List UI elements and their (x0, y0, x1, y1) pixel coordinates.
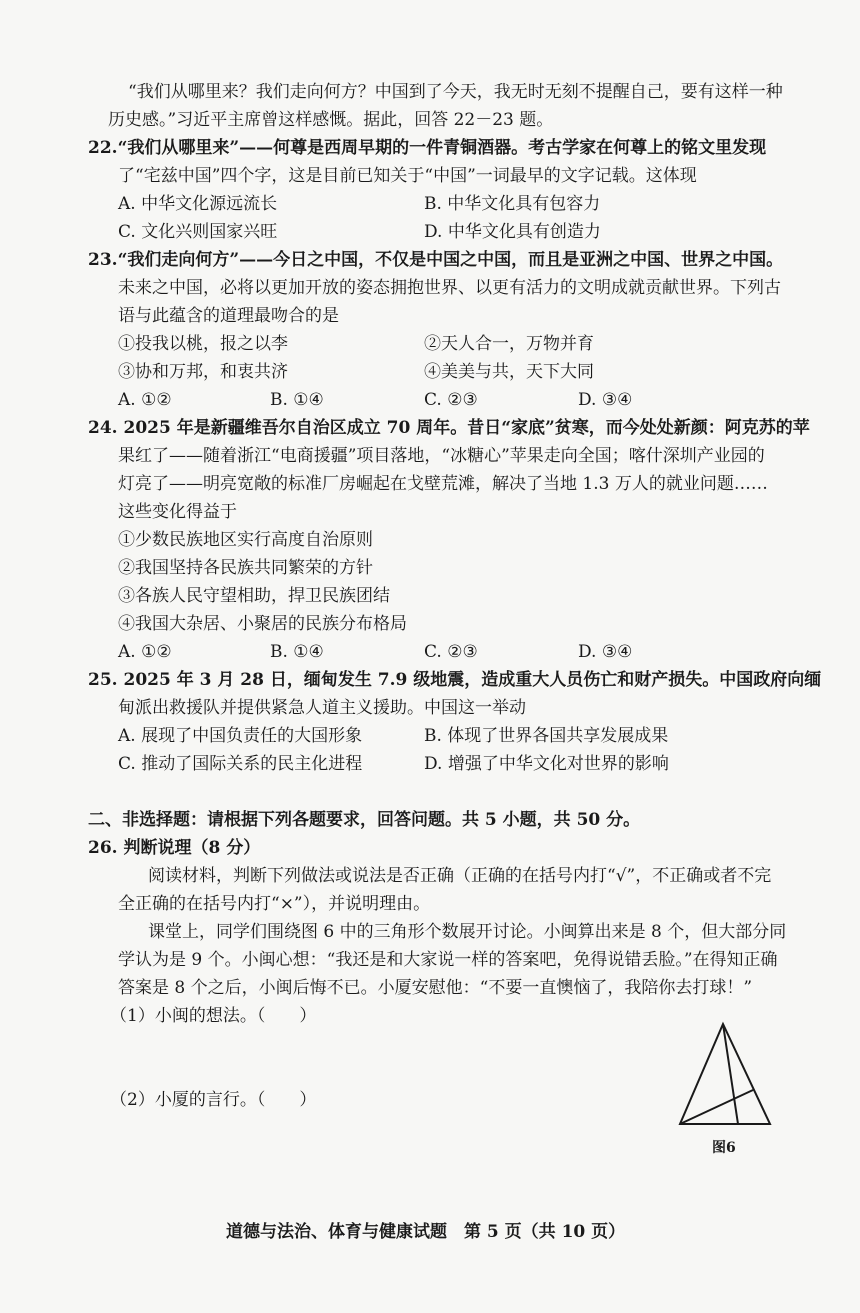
q23-line-3: 语与此蕴含的道理最吻合的是 (118, 306, 339, 326)
q24-option-a: A. ①② (118, 642, 172, 662)
q24-item-3: ③各族人民守望相助，捍卫民族团结 (118, 586, 390, 606)
q23-option-a: A. ①② (118, 390, 172, 410)
q23-option-d: D. ③④ (578, 390, 633, 410)
q26-sub-question-1: （1）小闽的想法。（ ） (110, 1006, 317, 1026)
q24-line-2: 果红了——随着浙江“电商援疆”项目落地，“冰糖心”苹果走向全国；喀什深圳产业园的 (118, 446, 765, 466)
q23-option-b: B. ①④ (270, 390, 324, 410)
q22-line-1: 22.“我们从哪里来”——何尊是西周早期的一件青铜酒器。考古学家在何尊上的铭文里发现 (88, 138, 767, 158)
q23-item-2: ②天人合一，万物并育 (424, 334, 594, 354)
q24-item-2: ②我国坚持各民族共同繁荣的方针 (118, 558, 373, 578)
q26-sub-question-2: （2）小厦的言行。（ ） (110, 1090, 317, 1110)
q25-option-c: C. 推动了国际关系的民主化进程 (118, 754, 363, 774)
q23-item-3: ③协和万邦，和衷共济 (118, 362, 288, 382)
q25-option-d: D. 增强了中华文化对世界的影响 (424, 754, 669, 774)
q22-option-a: A. 中华文化源远流长 (118, 194, 278, 214)
page-footer: 道德与法治、体育与健康试题 第 5 页（共 10 页） (226, 1222, 626, 1242)
q24-item-4: ④我国大杂居、小聚居的民族分布格局 (118, 614, 407, 634)
figure-6-label: 图6 (712, 1140, 736, 1156)
q25-option-b: B. 体现了世界各国共享发展成果 (424, 726, 669, 746)
q22-option-d: D. 中华文化具有创造力 (424, 222, 601, 242)
section-2-heading: 二、非选择题：请根据下列各题要求，回答问题。共 5 小题，共 50 分。 (88, 810, 641, 830)
q26-instruction-line-2: 全正确的在括号内打“×”），并说明理由。 (118, 894, 431, 914)
triangle-figure-icon (676, 1020, 774, 1130)
q24-option-d: D. ③④ (578, 642, 633, 662)
q24-item-1: ①少数民族地区实行高度自治原则 (118, 530, 373, 550)
q22-line-2: 了“宅兹中国”四个字，这是目前已知关于“中国”一词最早的文字记载。这体现 (118, 166, 697, 186)
intro-line-1: “我们从哪里来？我们走向何方？中国到了今天，我无时无刻不提醒自己，要有这样一种 (128, 82, 783, 102)
intro-line-2: 历史感。”习近平主席曾这样感慨。据此，回答 22－23 题。 (108, 110, 554, 130)
q26-title: 26. 判断说理（8 分） (88, 838, 261, 858)
q23-line-1: 23.“我们走向何方”——今日之中国，不仅是中国之中国，而且是亚洲之中国、世界之中国。 (88, 250, 784, 270)
q25-line-2: 甸派出救援队并提供紧急人道主义援助。中国这一举动 (118, 698, 526, 718)
q24-line-3: 灯亮了——明亮宽敞的标准厂房崛起在戈壁荒滩，解决了当地 1.3 万人的就业问题…… (118, 474, 768, 494)
q24-line-1: 24. 2025 年是新疆维吾尔自治区成立 70 周年。昔日“家底”贫寒，而今处处新颜：阿克苏的苹 (88, 418, 810, 438)
figure-6 (676, 1020, 774, 1139)
q24-option-b: B. ①④ (270, 642, 324, 662)
q23-item-4: ④美美与共，天下大同 (424, 362, 594, 382)
q26-instruction-line-1: 阅读材料，判断下列做法或说法是否正确（正确的在括号内打“√”，不正确或者不完 (148, 866, 772, 886)
q24-option-c: C. ②③ (424, 642, 478, 662)
q26-material-line-3: 答案是 8 个之后，小闽后悔不已。小厦安慰他：“不要一直懊恼了，我陪你去打球！” (118, 978, 753, 998)
q24-line-4: 这些变化得益于 (118, 502, 237, 522)
q22-option-c: C. 文化兴则国家兴旺 (118, 222, 278, 242)
q25-line-1: 25. 2025 年 3 月 28 日，缅甸发生 7.9 级地震，造成重大人员伤亡和财产损失。中国政府向缅 (88, 670, 822, 690)
q22-option-b: B. 中华文化具有包容力 (424, 194, 601, 214)
q26-material-line-1: 课堂上，同学们围绕图 6 中的三角形个数展开讨论。小闽算出来是 8 个，但大部分同 (148, 922, 787, 942)
q26-material-line-2: 学认为是 9 个。小闽心想：“我还是和大家说一样的答案吧，免得说错丢脸。”在得知正确 (118, 950, 778, 970)
q23-option-c: C. ②③ (424, 390, 478, 410)
q25-option-a: A. 展现了中国负责任的大国形象 (118, 726, 363, 746)
q23-line-2: 未来之中国，必将以更加开放的姿态拥抱世界、以更有活力的文明成就贡献世界。下列古 (118, 278, 781, 298)
q23-item-1: ①投我以桃，报之以李 (118, 334, 288, 354)
